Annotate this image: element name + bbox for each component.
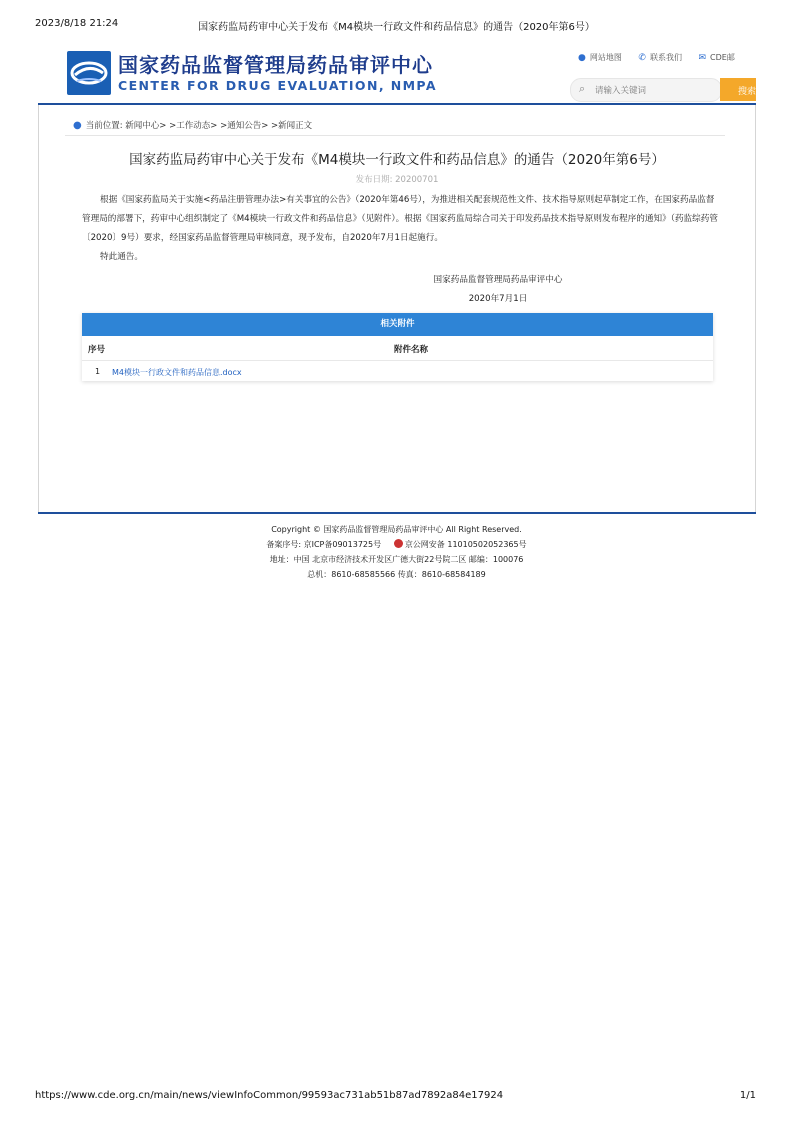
- police-link[interactable]: 京公网安备 11010502052365号: [404, 540, 527, 549]
- cde-logo[interactable]: [67, 51, 111, 95]
- content-bottom-border: [38, 512, 756, 514]
- cde-mail-link[interactable]: ✉ CDE邮: [698, 53, 735, 63]
- brand-name-en: CENTER FOR DRUG EVALUATION, NMPA: [118, 78, 437, 93]
- article-signer: 国家药品监督管理局药品审评中心: [433, 275, 563, 285]
- breadcrumb-text[interactable]: 当前位置: 新闻中心> >工作动态> >通知公告> >新闻正文: [85, 121, 313, 131]
- article-body: [82, 191, 722, 267]
- police-badge-icon: [394, 539, 403, 548]
- registration-line: [0, 537, 793, 552]
- attachment-link[interactable]: M4模块一行政文件和药品信息.docx: [112, 368, 242, 377]
- location-pin-icon: ●: [73, 120, 82, 131]
- phones: 总机：8610-68585566 传真：8610-68584189: [307, 570, 486, 579]
- column-header-no: 序号: [88, 345, 106, 355]
- site-footer: [0, 522, 793, 582]
- attachments-table: [82, 313, 713, 381]
- phone-icon: ✆: [638, 53, 646, 63]
- location-pin-icon: ●: [578, 53, 586, 63]
- article-paragraph: 根据《国家药监局关于实施<药品注册管理办法>有关事宜的公告》（2020年第46号），为推进相关配套规范性文件、技术指导原则起草制定工作，在国家药品监督管理局的部署下，药审中心组织制定了《M4模块一行政文件和药品信息》（见附件）。根据《国家药监局综合司关于印发药品技术指导原则发布程序的通知》（药监综药管〔2020〕9号）要求，经国家药品监督管理局审核同意，现予发布，自2020年7月1日起施行。: [82, 195, 718, 243]
- site-header: [38, 45, 756, 103]
- breadcrumb-divider: [65, 135, 725, 136]
- print-page-title: 国家药监局药审中心关于发布《M4模块一行政文件和药品信息》的通告（2020年第6号）: [198, 22, 595, 33]
- print-datetime: 2023/8/18 21:24: [35, 18, 119, 29]
- column-header-name: 附件名称: [394, 345, 429, 355]
- publish-date: 发布日期: 20200701: [355, 175, 439, 185]
- print-url: https://www.cde.org.cn/main/news/viewInfoCommon/99593ac731ab51b87ad7892a84e17924: [35, 1090, 504, 1101]
- article-sign-date: 2020年7月1日: [468, 294, 528, 304]
- table-row: [82, 361, 713, 381]
- attachments-columns: [82, 336, 713, 361]
- breadcrumb: [73, 119, 312, 131]
- search-input[interactable]: [570, 78, 722, 102]
- article-paragraph: 特此通告。: [100, 252, 143, 262]
- copyright: Copyright © 国家药品监督管理局药品审评中心 All Right Reserved.: [271, 525, 522, 534]
- address: 地址：中国 北京市经济技术开发区广德大街22号院二区 邮编：100076: [269, 555, 524, 564]
- mail-icon: ✉: [698, 53, 707, 63]
- search-icon: ⌕: [579, 82, 586, 95]
- search-placeholder: 请输入关键词: [595, 86, 647, 96]
- print-page-number: 1/1: [739, 1090, 756, 1101]
- site-page: [38, 45, 756, 515]
- icp-link[interactable]: 备案序号: 京ICP备09013725号: [266, 540, 382, 549]
- article-title: 国家药监局药审中心关于发布《M4模块一行政文件和药品信息》的通告（2020年第6号）: [129, 152, 665, 168]
- attachment-no: 1: [95, 367, 101, 376]
- contact-link[interactable]: ✆ 联系我们: [638, 53, 682, 63]
- top-links: [578, 52, 749, 63]
- sitemap-link[interactable]: ● 网站地图: [578, 53, 622, 63]
- search-button[interactable]: 搜索: [720, 78, 756, 101]
- brand-name-cn: 国家药品监督管理局药品审评中心: [118, 53, 433, 77]
- attachments-heading: 相关附件: [82, 313, 713, 336]
